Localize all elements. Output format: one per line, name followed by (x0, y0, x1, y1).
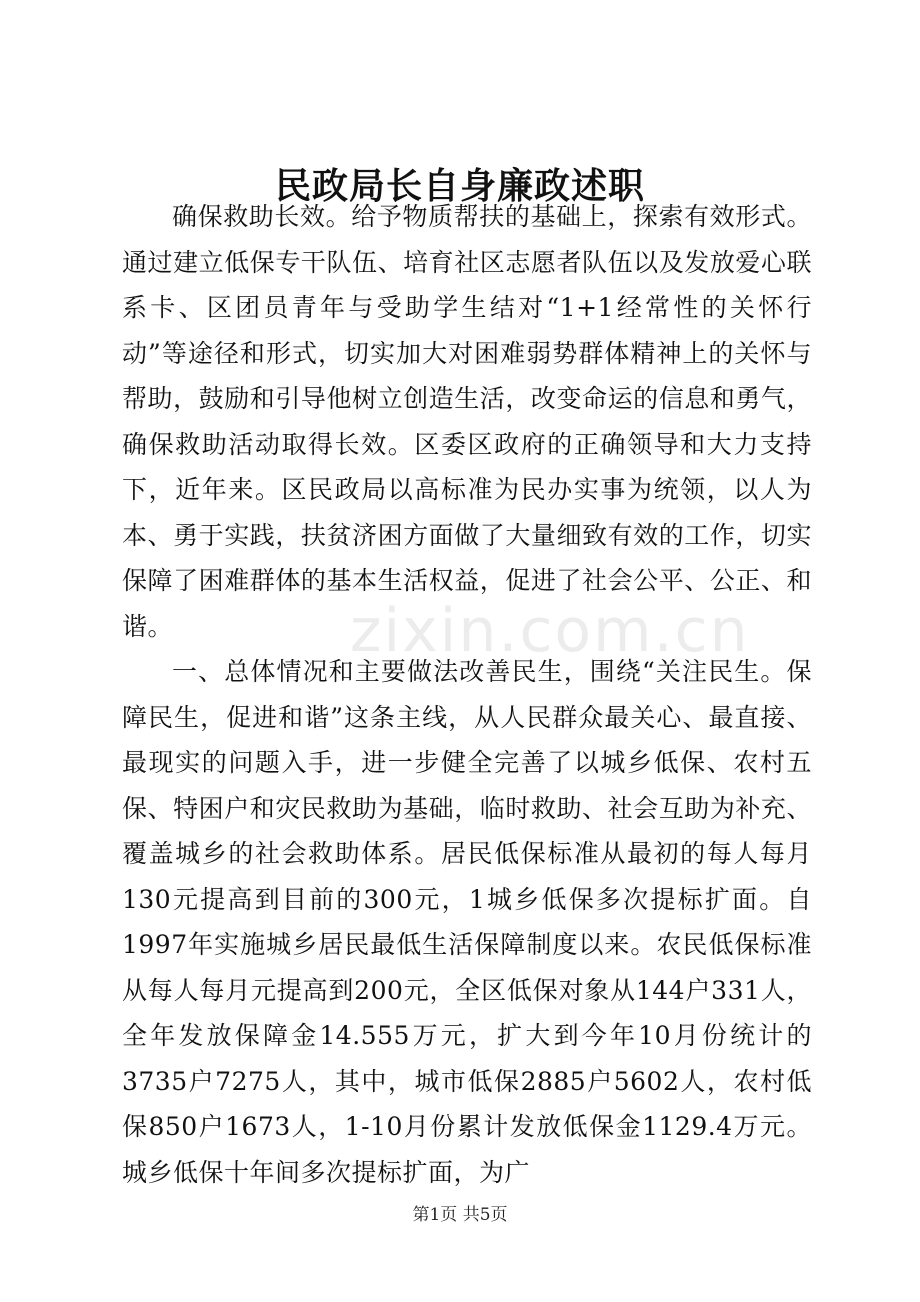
page-footer: 第1页 共5页 (412, 1205, 508, 1225)
paragraph-2: 一、总体情况和主要做法改善民生，围绕“关注民生。保障民生，促进和谐”这条主线，从人民群众最关心、最直接、最现实的问题入手，进一步健全完善了以城乡低保、农村五保、特困户和灾民救助为基础，临时救助、社会互助为补充、覆盖城乡的社会救助体系。居民低保标准从最初的每人每月130元提高到目前的300元，1城乡低保多次提标扩面。自1997年实施城乡居民最低生活保障制度以来。农民低保标准从每人每月元提高到200元，全区低保对象从144户331人，全年发放保障金14.555万元，扩大到今年10月份统计的3735户7275人，其中，城市低保2885户5602人，农村低保850户1673人，1-10月份累计发放低保金1129.4万元。城乡低保十年间多次提标扩面，为广 (122, 657, 812, 1187)
paragraph-1: 确保救助长效。给予物质帮扶的基础上，探索有效形式。通过建立低保专干队伍、培育社区志愿者队伍以及发放爱心联系卡、区团员青年与受助学生结对“1+1经常性的关怀行动”等途径和形式，切实加大对困难弱势群体精神上的关怀与帮助，鼓励和引导他树立创造生活，改变命运的信息和勇气，确保救助活动取得长效。区委区政府的正确领导和大力支持下，近年来。区民政局以高标准为民办实事为统领，以人为本、勇于实践，扶贫济困方面做了大量细致有效的工作，切实保障了困难群体的基本生活权益，促进了社会公平、公正、和谐。 (122, 202, 812, 641)
document-title: 民政局长自身廉政述职 (274, 165, 645, 207)
watermark: zixin.com.cn (350, 596, 750, 666)
document-body (122, 194, 812, 1195)
